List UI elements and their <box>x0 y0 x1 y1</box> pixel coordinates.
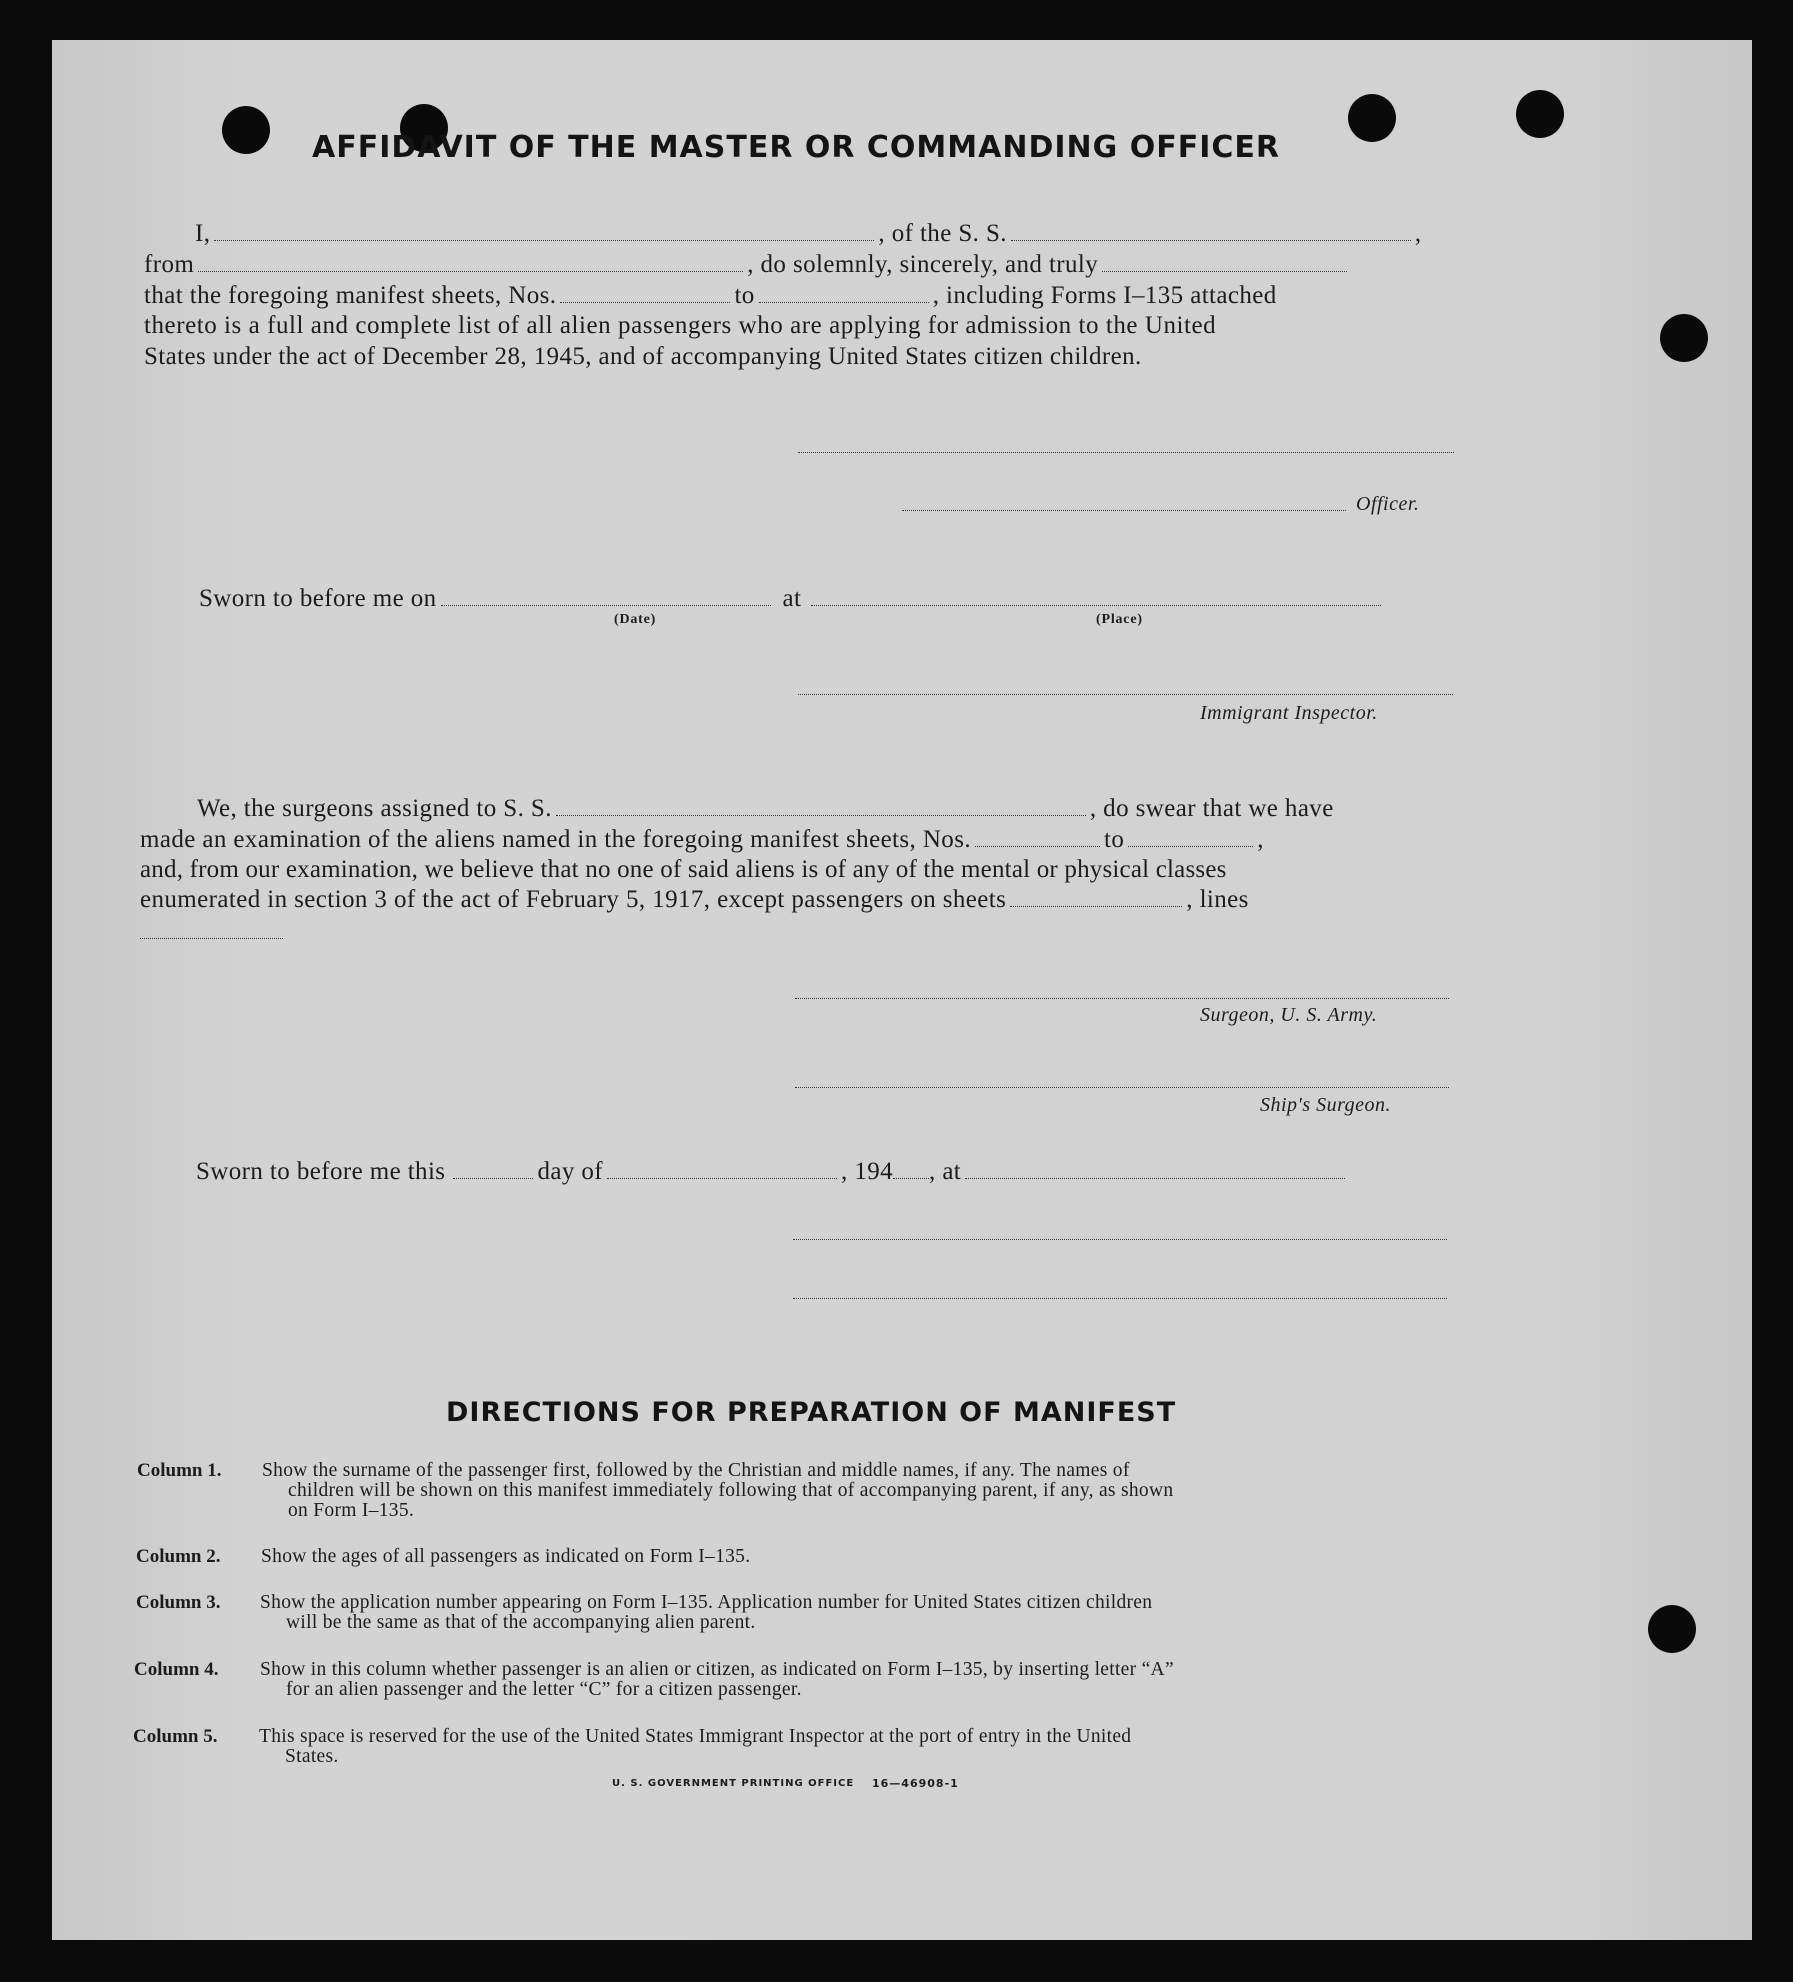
punch-hole <box>1660 314 1708 362</box>
column-5-text <box>259 1727 1439 1767</box>
text: , do solemnly, sincerely, and truly <box>747 251 1099 278</box>
ship-field[interactable] <box>1011 232 1411 241</box>
officer-title-line[interactable] <box>902 510 1346 511</box>
text: for an alien passenger and the letter “C” for a citizen passenger. <box>286 1679 802 1700</box>
text: , including Forms I–135 attached <box>932 282 1277 309</box>
column-3-label: Column 3. <box>136 1592 221 1613</box>
text: made an examination of the aliens named in the foregoing manifest sheets, Nos. <box>140 826 971 853</box>
column-1-label: Column 1. <box>137 1460 222 1481</box>
text: day of <box>537 1158 604 1185</box>
affidavit-line-2 <box>144 250 1351 280</box>
month-field[interactable] <box>607 1170 837 1179</box>
army-surgeon-label: Surgeon, U. S. Army. <box>1200 1004 1378 1026</box>
surgeon-sheet-to-field[interactable] <box>1128 838 1253 847</box>
text: at <box>782 585 802 612</box>
army-surgeon-signature-line[interactable] <box>795 998 1449 999</box>
sheet-from-field[interactable] <box>560 294 730 303</box>
directions-title: DIRECTIONS FOR PREPARATION OF MANIFEST <box>446 1397 1177 1428</box>
text: , <box>1414 220 1422 247</box>
text: We, the surgeons assigned to S. S. <box>197 795 552 822</box>
inspector-label: Immigrant Inspector. <box>1200 702 1378 724</box>
from-field[interactable] <box>198 263 743 272</box>
text: will be the same as that of the accompanying alien parent. <box>286 1612 756 1633</box>
text: Show the application number appearing on Form I–135. Application number for United States citizen children <box>260 1592 1153 1613</box>
day-field[interactable] <box>453 1170 533 1179</box>
text: This space is reserved for the use of the United States Immigrant Inspector at the port of entry in the United <box>259 1726 1132 1747</box>
date-caption: (Date) <box>614 612 657 627</box>
surgeon-sheet-from-field[interactable] <box>975 838 1100 847</box>
column-3-text <box>260 1593 1440 1633</box>
sworn-line <box>199 584 1385 614</box>
text: on Form I–135. <box>288 1500 415 1521</box>
year-field[interactable] <box>893 1170 929 1179</box>
text: from <box>144 251 195 278</box>
text: States. <box>285 1746 339 1767</box>
sworn-title-line[interactable] <box>793 1298 1447 1299</box>
sworn-line-2 <box>196 1157 1349 1187</box>
punch-hole <box>1648 1605 1696 1653</box>
text: Show in this column whether passenger is an alien or citizen, as indicated on Form I–135, by inserting letter “A” <box>260 1659 1174 1680</box>
text: that the foregoing manifest sheets, Nos. <box>144 282 557 309</box>
ships-surgeon-signature-line[interactable] <box>795 1087 1449 1088</box>
punch-hole <box>1348 94 1396 142</box>
text: I, <box>195 220 211 247</box>
place-field[interactable] <box>811 597 1381 606</box>
officer-signature-line[interactable] <box>798 452 1454 453</box>
column-5-label: Column 5. <box>133 1726 218 1747</box>
surgeon-line-4 <box>140 885 1249 915</box>
lines-field[interactable] <box>140 938 283 939</box>
affidavit-line-1 <box>195 219 1422 249</box>
affidavit-line-4: thereto is a full and complete list of all alien passengers who are applying for admission to the United <box>144 312 1217 339</box>
text: enumerated in section 3 of the act of February 5, 1917, except passengers on sheets <box>140 886 1007 913</box>
oath-field[interactable] <box>1102 263 1347 272</box>
text: , <box>1257 826 1264 853</box>
inspector-signature-line[interactable] <box>798 694 1453 695</box>
text: Sworn to before me this <box>196 1158 446 1185</box>
surgeon-ship-field[interactable] <box>556 807 1086 816</box>
column-2-label: Column 2. <box>136 1546 221 1567</box>
text: Sworn to before me on <box>199 585 437 612</box>
text: , 194 <box>841 1158 894 1185</box>
form-number: 16—46908-1 <box>872 1777 959 1790</box>
text: to <box>734 282 755 309</box>
except-sheets-field[interactable] <box>1010 898 1182 907</box>
text: to <box>1103 826 1125 853</box>
affidavit-line-5: States under the act of December 28, 1945, and of accompanying United States citizen children. <box>144 343 1142 370</box>
date-field[interactable] <box>441 597 771 606</box>
printer-credit: U. S. GOVERNMENT PRINTING OFFICE <box>612 1778 855 1789</box>
punch-hole <box>222 106 270 154</box>
affidavit-title: AFFIDAVIT OF THE MASTER OR COMMANDING OFFICER <box>312 130 1280 165</box>
text: , at <box>929 1158 962 1185</box>
text: , of the S. S. <box>878 220 1007 247</box>
surgeon-line-2 <box>140 825 1264 855</box>
ships-surgeon-label: Ship's Surgeon. <box>1260 1094 1392 1116</box>
sworn-signature-line[interactable] <box>793 1239 1447 1240</box>
surgeon-line-3: and, from our examination, we believe that no one of said aliens is of any of the mental or physical classes <box>140 856 1227 883</box>
name-field[interactable] <box>214 232 874 241</box>
column-4-label: Column 4. <box>134 1659 219 1680</box>
text: Show the ages of all passengers as indicated on Form I–135. <box>261 1546 751 1567</box>
sheet-to-field[interactable] <box>759 294 929 303</box>
affidavit-line-3 <box>144 281 1277 311</box>
text: children will be shown on this manifest immediately following that of accompanying parent, if any, as shown <box>288 1480 1174 1501</box>
place-caption: (Place) <box>1096 612 1143 627</box>
surgeon-line-1 <box>197 794 1334 824</box>
column-1-text <box>262 1461 1442 1521</box>
text: , do swear that we have <box>1089 795 1334 822</box>
column-2-text <box>261 1547 1441 1567</box>
text: , lines <box>1186 886 1249 913</box>
column-4-text <box>260 1660 1440 1700</box>
text: Show the surname of the passenger first, followed by the Christian and middle names, if any. The names of <box>262 1460 1130 1481</box>
officer-label: Officer. <box>1356 493 1420 515</box>
punch-hole <box>1516 90 1564 138</box>
place-field-2[interactable] <box>965 1170 1345 1179</box>
